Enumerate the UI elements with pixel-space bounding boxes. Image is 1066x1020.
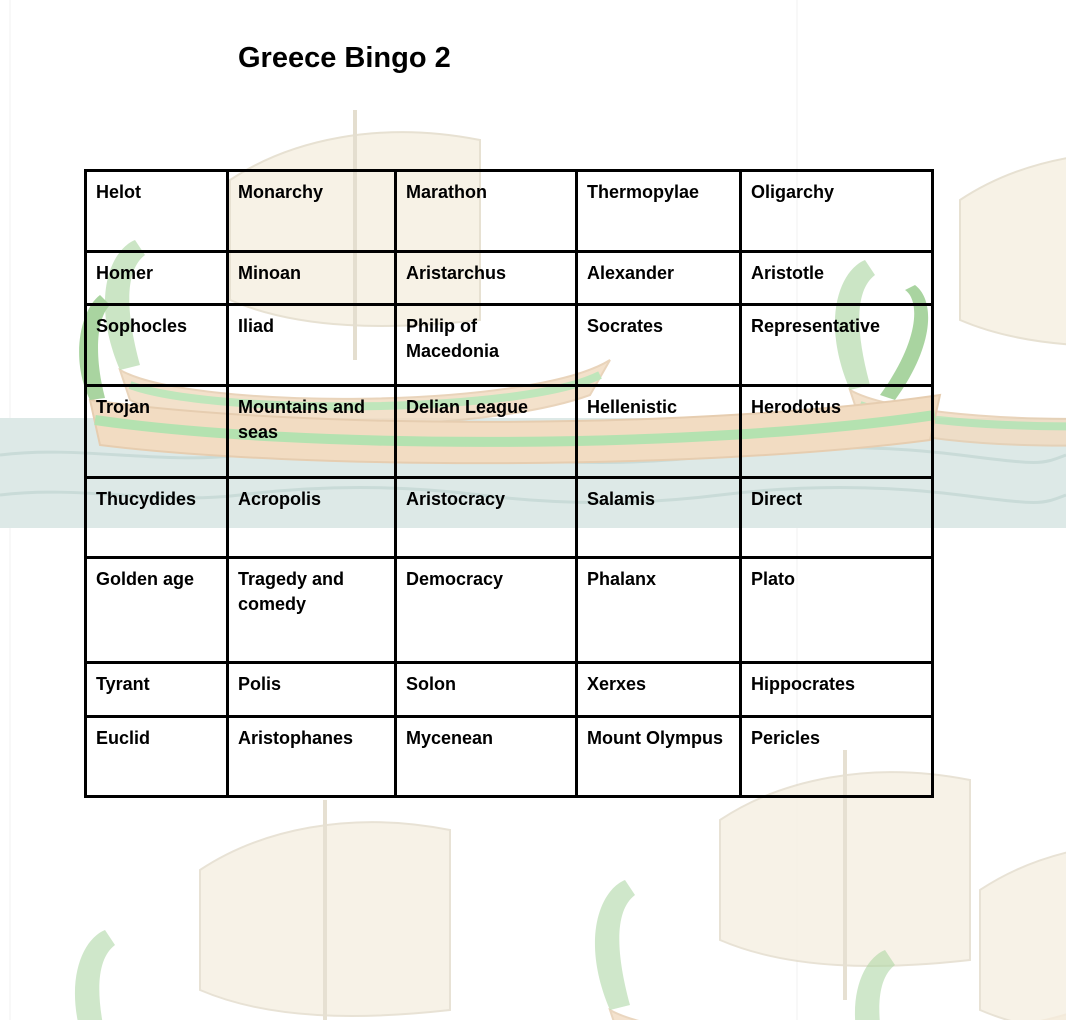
bingo-cell: Hellenistic xyxy=(577,386,741,478)
bingo-cell: Thermopylae xyxy=(577,171,741,252)
bingo-cell: Aristotle xyxy=(741,252,933,305)
bingo-cell: Minoan xyxy=(228,252,396,305)
bingo-cell: Xerxes xyxy=(577,663,741,717)
bingo-cell: Salamis xyxy=(577,478,741,558)
bingo-cell: Euclid xyxy=(86,717,228,797)
bingo-cell: Solon xyxy=(396,663,577,717)
bingo-cell: Delian League xyxy=(396,386,577,478)
bingo-row xyxy=(86,663,933,717)
bingo-cell: Aristophanes xyxy=(228,717,396,797)
bingo-cell: Aristocracy xyxy=(396,478,577,558)
bingo-cell: Mycenean xyxy=(396,717,577,797)
bingo-cell: Mountains and seas xyxy=(228,386,396,478)
bingo-cell: Oligarchy xyxy=(741,171,933,252)
bingo-row xyxy=(86,171,933,252)
bingo-cell: Democracy xyxy=(396,558,577,663)
bingo-cell: Marathon xyxy=(396,171,577,252)
bingo-cell: Herodotus xyxy=(741,386,933,478)
bingo-cell: Representative xyxy=(741,305,933,386)
bingo-cell: Iliad xyxy=(228,305,396,386)
bingo-cell: Tyrant xyxy=(86,663,228,717)
bingo-cell: Pericles xyxy=(741,717,933,797)
bingo-row xyxy=(86,386,933,478)
bingo-cell: Philip of Macedonia xyxy=(396,305,577,386)
bingo-row xyxy=(86,478,933,558)
bingo-cell: Homer xyxy=(86,252,228,305)
bingo-cell: Thucydides xyxy=(86,478,228,558)
bingo-cell: Aristarchus xyxy=(396,252,577,305)
bingo-card xyxy=(84,169,934,798)
bingo-cell: Trojan xyxy=(86,386,228,478)
bingo-cell: Golden age xyxy=(86,558,228,663)
bingo-cell: Direct xyxy=(741,478,933,558)
bingo-cell: Acropolis xyxy=(228,478,396,558)
bingo-row xyxy=(86,717,933,797)
bingo-cell: Tragedy and comedy xyxy=(228,558,396,663)
bingo-cell: Phalanx xyxy=(577,558,741,663)
bingo-cell: Sophocles xyxy=(86,305,228,386)
bingo-cell: Monarchy xyxy=(228,171,396,252)
bingo-cell: Socrates xyxy=(577,305,741,386)
bingo-cell: Mount Olympus xyxy=(577,717,741,797)
bingo-row xyxy=(86,252,933,305)
bingo-cell: Plato xyxy=(741,558,933,663)
bingo-row xyxy=(86,305,933,386)
bingo-row xyxy=(86,558,933,663)
bingo-cell: Helot xyxy=(86,171,228,252)
page-title: Greece Bingo 2 xyxy=(238,42,451,74)
bingo-cell: Alexander xyxy=(577,252,741,305)
bingo-cell: Polis xyxy=(228,663,396,717)
bingo-cell: Hippocrates xyxy=(741,663,933,717)
